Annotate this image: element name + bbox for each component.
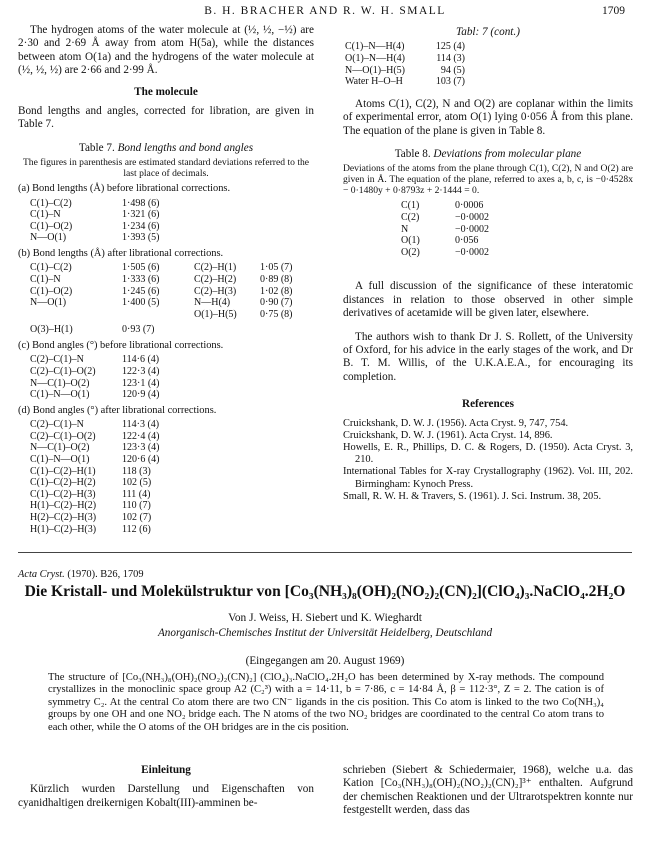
value-cell: 102 (5) (122, 477, 152, 489)
left-column (18, 24, 314, 535)
reference-item: Small, R. W. H. & Travers, S. (1961). J. Sci. Instrum. 38, 205. (343, 490, 602, 502)
value-cell: 1·333 (6) (122, 274, 160, 286)
label-cell: C(1)–O(2) (30, 285, 73, 297)
table-row (30, 389, 190, 401)
value-cell: 0·89 (8) (260, 274, 293, 286)
table-row: O(3)–H(1) 0·93 (7) (30, 324, 155, 336)
label-cell: C(1)–N—H(4) (345, 41, 405, 53)
value-cell: 102 (7) (122, 511, 152, 523)
value-cell: 1·02 (8) (260, 285, 293, 297)
molecule-heading: The molecule (134, 85, 198, 98)
page-number: 1709 (602, 5, 625, 17)
value-cell: 110 (7) (122, 500, 151, 512)
value-cell: 0·056 (455, 235, 479, 247)
table-row (345, 41, 465, 53)
label-cell: C(1)–N (30, 209, 61, 221)
table7-caption: Table 7. Bond lengths and bond angles (78, 141, 254, 154)
value-cell: 114·6 (4) (122, 354, 160, 366)
value-cell: 118 (3) (122, 465, 151, 477)
value-cell: 1·245 (6) (122, 285, 160, 297)
label-cell: C(2)–C(1)–N (30, 419, 84, 431)
table7-part-c-label: (c) Bond angles (°) before librational corrections. (18, 340, 224, 351)
table-row (345, 53, 465, 65)
label-cell: C(1)–C(2) (30, 262, 72, 274)
label-cell: H(2)–C(2)–H(3) (30, 511, 97, 523)
article-citation: Acta Cryst. (1970). B26, 1709 (18, 569, 144, 580)
label-cell: N (401, 223, 409, 235)
table-row (30, 512, 190, 524)
references-heading: References (462, 398, 514, 411)
value-cell: 120·9 (4) (122, 389, 160, 401)
table-row (30, 477, 190, 489)
table-row (30, 297, 300, 309)
label-cell: N—C(1)–O(2) (30, 442, 90, 454)
reference-item: Cruickshank, D. W. J. (1956). Acta Cryst. 9, 747, 754. (343, 417, 569, 429)
acknowledgement-paragraph: The authors wish to thank Dr J. S. Rollett, of the University of Oxford, for his advice in the early stages of the work, and Dr B. T. M. Willis, of the U.K.A.E.A., for encouraging its completion. (343, 330, 633, 383)
value-cell: C(2)–H(1) (194, 262, 237, 274)
label-cell (30, 309, 122, 321)
label-cell: N—O(1)–H(5) (345, 64, 405, 76)
table7-part-a-label: (a) Bond lengths (Å) before librational corrections. (18, 183, 231, 195)
value-cell: 1·393 (5) (122, 232, 160, 244)
label-cell: C(1)–C(2) (30, 197, 72, 209)
label-cell: O(1) (401, 235, 420, 247)
label-cell: Water H–O–H (345, 76, 403, 88)
table-row (401, 224, 489, 236)
label-cell: C(1)–N (30, 274, 61, 286)
table-row (30, 232, 190, 244)
value-cell: 123·1 (4) (122, 377, 160, 389)
table7-continued (345, 41, 465, 87)
table-row (30, 286, 300, 298)
value-cell: 122·4 (4) (122, 430, 160, 442)
table-row (30, 378, 190, 390)
value-cell: 1·400 (5) (122, 297, 160, 309)
label-cell: C(2)–C(1)–O(2) (30, 430, 96, 442)
einleitung-paragraph-right: schrieben (Siebert & Schiedermaier, 1968), welche u.a. das Kation [Co₃(NH₃)₈(OH)₂(NO₂)₂(CN)₂]³⁺ enthalten. Aufgrund der chemischen Reaktionen und der Ultrarotspektren konnte nur festgestellt werden, dass das (343, 764, 633, 817)
right-column (343, 24, 633, 503)
table-row (30, 500, 190, 512)
intro-paragraph: The hydrogen atoms of the water molecule at (½, ½, −½) are 2·30 and 2·69 Å away from atom H(5a), while the distances between atom O(1a) and the hydrogens of the water molecule at (½, ½, ½) are 2·66 and 2·99 Å. (18, 24, 315, 77)
value-cell: 1·234 (6) (122, 220, 160, 232)
discussion-paragraph: A full discussion of the significance of these interatomic distances in relation to those observed in other simple derivatives of acetamide will be given later, elsewhere. (343, 280, 633, 320)
value-cell: 94 (5) (440, 64, 465, 76)
table-row (30, 198, 190, 210)
value-cell: 0·75 (8) (260, 308, 293, 320)
abstract: The structure of [Co₃(NH₃)₈(OH)₂(NO₂)₂(CN)₂] (ClO₄)₃.NaClO₄.2H₂O has been determined by X-ray methods. The compound crystallizes in the monoclinic space group A2 (C₂³) with a = 14·11, b = 7·86, c = 14·84 Å, β = 112·3°, Z = 2. The cation is of symmetry C₂. At the central Co atom there are two CN⁻ ligands in the cis position. This Co atom is linked to the two Co(NH₃)₄ groups by one OH and one NO₂ bridge each. The N atoms of the two NO₂ bridges are coordinated to the central Co atom trans to each other, while the O atoms of the OH bridges are in the cis position. (48, 672, 604, 733)
value-cell: 1·321 (6) (122, 209, 160, 221)
label-cell: O(1)–N—H(4) (345, 53, 405, 64)
einleitung-left (18, 764, 314, 810)
label-cell: O(2) (401, 246, 420, 258)
table7-part-b-extra (30, 324, 190, 336)
table8-caption: Table 8. Deviations from molecular plane (394, 148, 582, 160)
label-cell: C(2)–C(1)–O(2) (30, 366, 96, 377)
value-cell: 0·0006 (455, 200, 484, 212)
table-row (30, 209, 190, 221)
einleitung-right (343, 764, 633, 818)
running-header-authors: B. H. BRACHER AND R. W. H. SMALL (204, 5, 446, 17)
value-cell: 114·3 (4) (122, 419, 160, 431)
label-cell: C(1)–C(2)–H(2) (30, 477, 96, 489)
received-date: (Eingegangen am 20. August 1969) (245, 655, 405, 667)
label-cell: H(1)–C(2)–H(3) (30, 523, 97, 535)
value-cell: 112 (6) (122, 523, 151, 535)
label-cell: C(2)–C(1)–N (30, 354, 84, 366)
table-row (345, 65, 465, 77)
value-cell: 103 (7) (435, 76, 465, 88)
label-cell: N—O(1) (30, 232, 67, 244)
article-authors: Von J. Weiss, H. Siebert und K. Wieghardt (228, 612, 422, 624)
reference-item: Cruickshank, D. W. J. (1961). Acta Cryst. 14, 896. (343, 429, 553, 441)
value-cell: 1·05 (7) (260, 262, 293, 274)
article-divider (18, 552, 632, 553)
value-cell: 122·3 (4) (122, 366, 160, 377)
table7-part-d-label: (d) Bond angles (°) after librational corrections. (18, 404, 217, 416)
label-cell: C(2) (401, 212, 420, 223)
table-row (30, 524, 190, 536)
table-row (30, 442, 190, 454)
value-cell: O(1)–H(5) (194, 308, 237, 320)
value-cell (122, 309, 194, 321)
value-cell: C(2)–H(3) (194, 285, 237, 297)
table-row (30, 309, 300, 321)
table7-part-a (30, 198, 190, 244)
value-cell: −0·0002 (455, 212, 489, 223)
label-cell: N—O(1) (30, 297, 67, 309)
table-row (30, 431, 190, 443)
table7-part-b (30, 262, 300, 320)
label-cell: H(1)–C(2)–H(2) (30, 500, 97, 512)
label-cell: C(1)–N—O(1) (30, 453, 90, 465)
reference-item: International Tables for X-ray Crystallography (1962). Vol. III, 202. Birmingham: Kynoch Press. (343, 466, 633, 490)
label-cell: C(1)–C(2)–H(3) (30, 488, 96, 500)
table-row (30, 262, 300, 274)
value-cell: 123·3 (4) (122, 442, 160, 454)
table-row (401, 200, 489, 212)
label-cell: N—C(1)–O(2) (30, 377, 90, 389)
value-cell: −0·0002 (455, 223, 489, 235)
value-cell: 1·505 (6) (122, 262, 160, 274)
table-row (401, 212, 489, 224)
value-cell: 125 (4) (435, 41, 465, 53)
table8-note: Deviations of the atoms from the plane through C(1), C(2), N and O(2) are given in Å. The equation of the plane, referred to axes a, b, c, is −0·4528x − 0·1480y + 0·8793z + 2·1444 = 0. (343, 163, 633, 197)
table-row (401, 235, 489, 247)
running-header (0, 5, 650, 19)
label-cell: C(1)–C(2)–H(1) (30, 465, 96, 477)
molecule-paragraph: Bond lengths and angles, corrected for libration, are given in Table 7. (18, 105, 314, 131)
value-cell: 0·90 (7) (260, 297, 293, 309)
table7-part-d (30, 419, 190, 535)
label-cell: C(1)–N—O(1) (30, 389, 90, 401)
reference-item: Howells, E. R., Phillips, D. C. & Rogers, D. (1950). Acta Cryst. 3, 210. (343, 442, 633, 466)
table-row (30, 466, 190, 478)
table-row (30, 221, 190, 233)
value-cell: N—H(4) (194, 297, 231, 309)
references-list (343, 418, 633, 503)
article-institution: Anorganisch-Chemisches Institut der Universität Heidelberg, Deutschland (157, 627, 493, 639)
label-cell: C(1) (401, 200, 420, 212)
label-cell: C(1)–O(2) (30, 220, 73, 232)
table-row (30, 274, 300, 286)
table-row (30, 366, 190, 378)
value-cell: 1·498 (6) (122, 197, 160, 209)
value-cell: C(2)–H(2) (194, 274, 237, 286)
table-row (30, 354, 190, 366)
coplanar-paragraph: Atoms C(1), C(2), N and O(2) are coplanar within the limits of experimental error, atom O(1) lying 0·056 Å from this plane. The equation of the plane is given in Table 8. (343, 97, 633, 137)
value-cell: 120·6 (4) (122, 453, 160, 465)
table-row (401, 247, 489, 259)
value-cell: 114 (3) (436, 53, 465, 64)
table7-part-b-label: (b) Bond lengths (Å) after librational corrections. (18, 248, 224, 260)
value-cell: −0·0002 (455, 246, 489, 258)
table7-note: The figures in parenthesis are estimated standard deviations referred to the last place of decimals. (22, 157, 310, 180)
value-cell: 111 (4) (122, 488, 151, 500)
einleitung-paragraph-left: Kürzlich wurden Darstellung und Eigenschaften von cyanidhaltigen dreikernigen Kobalt(III)-amminen be- (18, 783, 314, 809)
table7-cont-caption: Tabl: 7 (cont.) (456, 26, 520, 38)
table-row (30, 454, 190, 466)
article-title: Die Kristall- und Molekülstruktur von [Co₃(NH₃)₈(OH)₂(NO₂)₂(CN)₂](ClO₄)₃.NaClO₄.2H₂O (24, 583, 626, 600)
table-row (30, 419, 190, 431)
table7-part-c (30, 354, 190, 400)
einleitung-heading: Einleitung (141, 764, 191, 776)
table-row (345, 76, 465, 88)
table8 (401, 200, 489, 258)
table-row (30, 489, 190, 501)
